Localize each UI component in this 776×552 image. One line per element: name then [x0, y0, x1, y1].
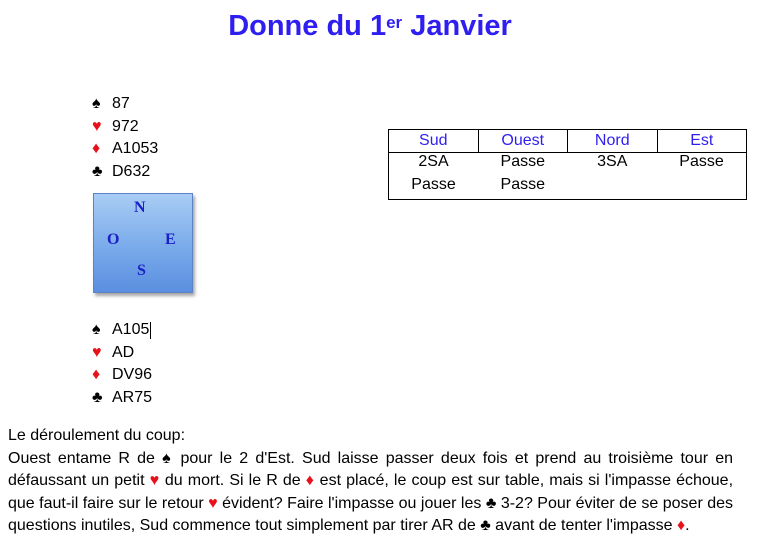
table-row — [389, 153, 747, 177]
bid-cell: Passe — [500, 153, 545, 170]
club-icon: ♣ — [92, 388, 103, 406]
diamond-icon: ♦ — [92, 366, 101, 383]
bidding-table — [388, 129, 747, 200]
north-diamonds: ♦ A1053 — [92, 138, 158, 161]
compass-west: O — [107, 231, 120, 248]
compass-south: S — [137, 262, 146, 279]
table-row — [389, 176, 747, 200]
header-north: Nord — [568, 130, 658, 153]
bid-cell: Passe — [389, 176, 479, 200]
bid-cell — [568, 176, 658, 200]
heart-icon: ♥ — [149, 472, 160, 490]
south-diamonds: ♦ DV96 — [92, 364, 152, 387]
diamond-icon: ♦ — [677, 517, 686, 535]
compass-east: E — [165, 231, 176, 248]
compass-north: N — [134, 199, 146, 216]
description-paragraph: Ouest entame R de ♠ pour le 2 d'Est. Sud laisse passer deux fois et prend au troisième tour en défaussant un petit ♥ du mort. Si le R de ♦ est placé, le coup est sur table, mais si l'impasse échoue, que faut-il faire sur le retour ♥ évident? Faire l'impasse ou jouer les ♣ 3-2? Pour éviter de se poser des questions inutiles, Sud commence tout simplement par tirer AR de ♣ avant de tenter l'impasse ♦. — [8, 449, 734, 535]
compass-box — [93, 193, 193, 293]
spade-icon: ♠ — [92, 321, 101, 338]
spade-icon: ♠ — [162, 449, 174, 467]
play-description — [8, 425, 733, 538]
title-superscript: er — [386, 13, 403, 32]
bid-cell: Passe — [657, 153, 747, 177]
south-hearts: ♥ AD — [92, 342, 152, 365]
bid-cell: Passe — [478, 176, 568, 200]
bid-cell: 2SA — [389, 153, 479, 177]
heart-icon: ♥ — [92, 117, 102, 135]
bid-cell: 3SA — [597, 153, 628, 170]
south-hand — [92, 319, 152, 409]
club-icon: ♣ — [480, 517, 491, 535]
diamond-icon: ♦ — [305, 472, 315, 490]
heart-icon: ♥ — [208, 494, 218, 512]
heart-icon: ♥ — [92, 343, 102, 361]
club-icon: ♣ — [92, 162, 103, 180]
page-title: Donne du 1er Janvier — [228, 10, 512, 42]
bid-cell — [657, 176, 747, 200]
spade-icon: ♠ — [92, 95, 101, 112]
south-clubs: ♣ AR75 — [92, 387, 152, 410]
diamond-icon: ♦ — [92, 140, 101, 157]
north-hearts: ♥ 972 — [92, 116, 158, 139]
north-spades: ♠ 87 — [92, 93, 158, 116]
header-west: Ouest — [478, 130, 568, 153]
header-east: Est — [657, 130, 747, 153]
south-spades: ♠ A105 — [92, 319, 152, 342]
bidding-header-row — [389, 130, 747, 153]
description-heading: Le déroulement du coup: — [8, 427, 186, 444]
text-cursor — [150, 322, 151, 339]
club-icon: ♣ — [485, 494, 497, 512]
north-hand — [92, 93, 158, 183]
north-clubs: ♣ D632 — [92, 161, 158, 184]
header-south: Sud — [389, 130, 479, 153]
